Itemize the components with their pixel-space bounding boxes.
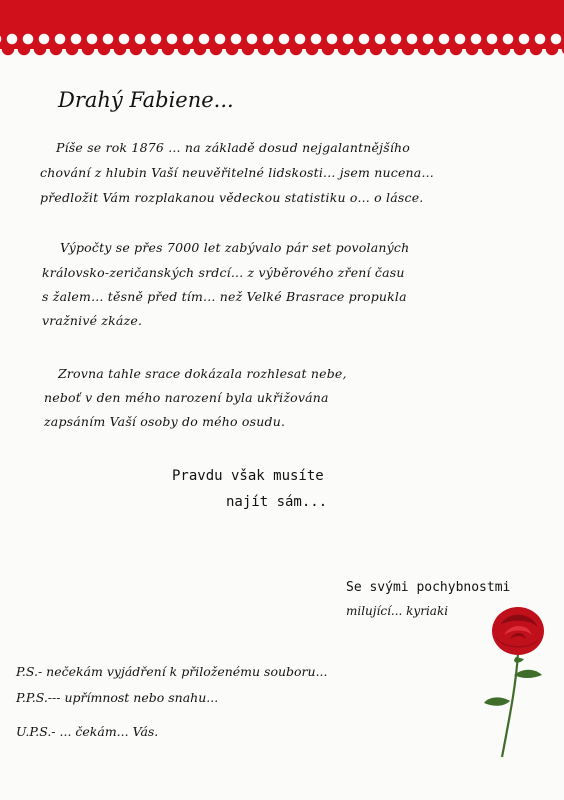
postscript-ps: P.S.- nečekám vyjádření k přiloženému souboru... (16, 664, 328, 679)
paragraph1-line2: chování z hlubin Vaší neuvěřitelné lidskosti... jsem nucena... (40, 165, 434, 180)
rose-icon (480, 605, 550, 765)
paragraph3-line3: zapsáním Vaší osoby do mého osudu. (44, 414, 286, 429)
paragraph2-line1: Výpočty se přes 7000 let zabývalo pár set povolaných (60, 240, 410, 255)
paragraph3-line1: Zrovna tahle srace dokázala rozhlesat nebe, (58, 366, 347, 381)
scalloped-edge (0, 49, 564, 56)
closing-line1: Pravdu však musíte (172, 468, 324, 484)
paragraph2-line4: vražnivé zkáze. (42, 313, 143, 328)
paragraph2-line2: královsko-zeričanských srdcí... z výběrového zření času (42, 265, 405, 280)
red-dotted-header-band (0, 0, 564, 56)
closing-line2: najít sám... (226, 494, 328, 510)
paragraph2-line3: s žalem... těsně před tím... než Velké Brasrace propukla (42, 289, 407, 304)
paragraph3-line2: neboť v den mého narození byla ukřižována (44, 390, 329, 405)
letter-greeting: Drahý Fabiene... (58, 88, 234, 112)
signature-line1: Se svými pochybnostmi (346, 580, 511, 595)
polka-dot-pattern (0, 30, 564, 48)
paragraph1-line1: Píše se rok 1876 ... na základě dosud nejgalantnějšího (56, 140, 411, 155)
postscript-ups: U.P.S.- ... čekám... Vás. (16, 724, 159, 739)
paragraph1-line3: předložit Vám rozplakanou vědeckou statistiku o... o lásce. (40, 190, 424, 205)
signature-line2: milující... kyriaki (346, 604, 449, 618)
postscript-pps: P.P.S.--- upřímnost nebo snahu... (16, 690, 219, 705)
